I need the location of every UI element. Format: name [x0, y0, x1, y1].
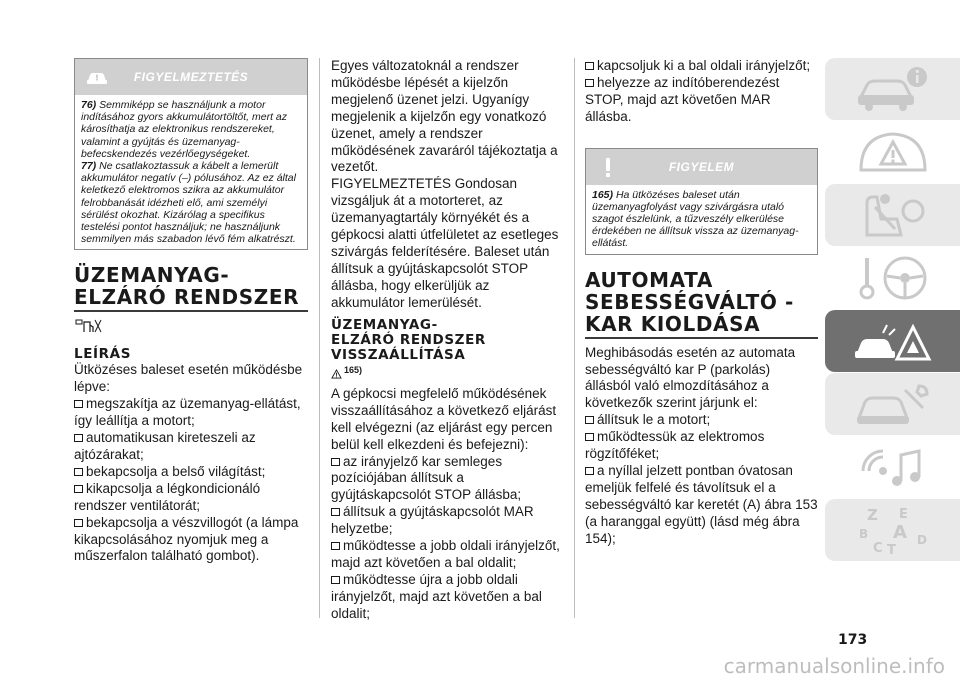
list-item-text: működtesse a jobb oldali irányjelzőt, majd azt követően a bal oldalit; [331, 538, 560, 570]
bullet-square-icon [331, 542, 340, 550]
list-item-text: megszakítja az üzemanyag-ellátást, így leállítja a motort; [74, 396, 301, 429]
section-heading [331, 318, 564, 363]
note-number: 77) [81, 160, 97, 173]
index-letters-icon [853, 504, 933, 556]
list-item-text: működtesse újra a jobb oldali irányjelzőt, majd azt követően a bal oldalit; [331, 571, 542, 621]
list-item [585, 429, 818, 463]
caution-title: FIGYELEM [668, 159, 735, 174]
index-letter: A [892, 522, 907, 543]
tab-dashboard[interactable] [825, 121, 960, 183]
bullet-square-icon [331, 508, 340, 516]
tab-maintenance[interactable] [825, 373, 960, 435]
list-item-text: működtessük az elektromos rögzítőféket; [585, 429, 765, 462]
list-item [331, 538, 564, 572]
heading-line: VISSZAÁLLÍTÁSA [331, 346, 466, 363]
list-item [74, 515, 308, 566]
bullet-square-icon [585, 79, 594, 87]
index-letter: T [886, 543, 896, 556]
bullet-square-icon [585, 62, 594, 70]
paragraph: FIGYELMEZTETÉS Gondosan vizsgáljuk át a motorteret, az üzemanyagtartály környékét és a gépkocsi alatti útfelületet az esetleges szivárgás felderítésére. Baleset után állítsuk a gyújtáskapcsolót STOP állásba, hogy elkerüljük az akkumulátor lemerülését. [331, 176, 559, 310]
caution-header [586, 149, 817, 185]
tab-index[interactable] [825, 499, 960, 561]
key-steering-icon [853, 252, 933, 304]
heading-line: AUTOMATA [585, 267, 713, 292]
tab-safety[interactable] [825, 184, 960, 246]
heading-line: SEBESSÉGVÁLTÓ - [585, 289, 794, 314]
list-item-text: kapcsoljuk ki a bal oldali irányjelzőt; [597, 58, 811, 73]
bullet-square-icon [74, 400, 83, 408]
index-letter: E [898, 507, 908, 522]
service-wrench-icon [853, 378, 933, 430]
paragraph: Meghibásodás esetén az automata sebességváltó kar P (parkolás) állásból való elmozdításához a következők szerint járjunk el: [585, 344, 796, 411]
list-item-text: automatikusan kireteszeli az ajtózárakat; [74, 430, 256, 462]
warning-box [74, 58, 308, 250]
column-2 [331, 58, 564, 623]
paragraph: Egyes változatoknál a rendszer működésbe lépését a kijelzőn megjelenő üzenet jelzi. Ugyanígy megjelenik a kijelzőn egy vonatkozó üzenet, amely a rendszer működésének zavaráról tájékoztatja a vezetőt. [331, 58, 558, 175]
list-item [74, 430, 308, 464]
tab-starting-driving[interactable] [825, 247, 960, 309]
warning-title: FIGYELMEZTETÉS [133, 70, 249, 84]
tab-multimedia[interactable] [825, 436, 960, 498]
bullet-square-icon [74, 468, 83, 476]
triangle-warning-icon [331, 369, 342, 379]
warning-reference [331, 365, 564, 384]
list-item [585, 463, 818, 548]
list-item-text: a nyíllal jelzett pontban óvatosan emeljük felfelé és távolítsuk el a sebességváltó kar keretét (A) ábra 153 (a haranggal együtt) (lásd még ábra 154); [585, 462, 818, 546]
watermark-footer: carmanualsonline.info [723, 654, 945, 678]
index-letter: Z [866, 506, 878, 524]
bullet-square-icon [331, 576, 340, 584]
note-text: Semmiképp se használjunk a motor indításához gyors akkumulátortöltőt, mert az károsíthatja az elektronikus rendszereket, valamint a gyújtás és üzemanyag-befecskendezés vezérlőegységeket. [81, 99, 288, 160]
bullet-square-icon [585, 433, 594, 441]
list-item-text: kikapcsolja a légkondicionáló rendszer ventilátorát; [74, 480, 261, 513]
heading-underline [74, 310, 308, 312]
bullet-square-icon [331, 458, 340, 466]
exclamation-warning-icon [596, 155, 620, 179]
index-letter: C [872, 541, 883, 556]
bullet-square-icon [74, 519, 83, 527]
bullet-list [585, 412, 818, 547]
bullet-square-icon [74, 434, 83, 442]
column-divider [319, 58, 320, 618]
section-heading [74, 264, 308, 312]
bullet-list [331, 454, 564, 623]
bullet-square-icon [585, 467, 594, 475]
heading-line: ÜZEMANYAG- [331, 316, 438, 333]
section-heading [585, 269, 818, 339]
list-item [331, 572, 564, 623]
column-3 [585, 58, 818, 548]
index-letter: D [916, 533, 927, 547]
list-item [585, 75, 818, 126]
tab-emergency[interactable] [825, 310, 960, 372]
caution-box [585, 148, 818, 255]
list-item-text: helyezze az indítóberendezést STOP, majd azt követően MAR állásba. [585, 74, 780, 124]
list-item [74, 481, 308, 515]
list-item-text: állítsuk a gyújtáskapcsolót MAR helyzetbe; [331, 504, 534, 537]
list-item-text: az irányjelző kar semleges pozíciójában állítsuk a gyújtáskapcsolót STOP állásba; [331, 453, 522, 503]
warning-header [75, 59, 307, 95]
tab-car-info[interactable] [825, 58, 960, 120]
dashboard-warning-icon [853, 126, 933, 178]
reference-number: 165) [344, 364, 363, 375]
note-number: 165) [592, 188, 614, 201]
list-item [331, 504, 564, 538]
note-number: 76) [81, 99, 97, 111]
bullet-list [74, 396, 308, 565]
car-warning-icon [85, 65, 109, 89]
list-item [585, 412, 818, 429]
heading-line: KAR KIOLDÁSA [585, 311, 761, 336]
bullet-square-icon [585, 416, 594, 424]
bullet-square-icon [74, 485, 83, 493]
multimedia-icon [853, 441, 933, 493]
warning-text [75, 95, 307, 249]
list-item-text: bekapcsolja a belső világítást; [86, 463, 266, 479]
list-item [74, 396, 308, 430]
heading-line: ELZÁRÓ RENDSZER [74, 285, 300, 310]
paragraph: A gépkocsi megfelelő működésének visszaállításához a következő eljárást kell elvégezni (az eljárást egy percen belül kell elkezdeni és befejezni): [331, 385, 557, 452]
car-info-icon [853, 63, 933, 115]
paragraph: Ütközéses baleset esetén működésbe lépve: [74, 362, 303, 395]
list-item-text: állítsuk le a motort; [597, 412, 711, 428]
heading-underline [585, 337, 818, 339]
page-number: 173 [838, 632, 868, 648]
list-item [585, 58, 818, 75]
bullet-list [585, 58, 818, 126]
column-divider [574, 58, 575, 618]
accident-warning-icon [853, 315, 933, 367]
column-1 [74, 58, 308, 565]
caution-text [586, 185, 817, 254]
subheading: LEÍRÁS [74, 346, 132, 363]
list-item [331, 454, 564, 505]
note-text: Ne csatlakoztassuk a kábelt a lemerült akkumulátor negatív (–) pólusához. Az ez által keletkező elektromos szikra az akkumulátor felrobbanását idézheti elő, ami személyi sérülést okozhat. Kizárólag a specifikus testelési pontot használjuk; ne használjunk semmilyen más szabadon lévő fém alkatrészt. [81, 160, 296, 246]
airbag-seat-icon [853, 189, 933, 241]
list-item [74, 464, 308, 481]
note-text: Ha ütközéses baleset után üzemanyagfolyást vagy szivárgásra utaló szagot észlelünk, a tűzveszély elkerülése érdekében ne állítsuk vissza az üzemanyag-ellátást. [592, 188, 799, 250]
heading-line: ELZÁRÓ RENDSZER [331, 331, 486, 348]
index-letter: B [858, 527, 868, 541]
fuel-cutoff-icon [74, 316, 104, 336]
list-item-text: bekapcsolja a vészvillogót (a lámpa kikapcsolásához nyomjuk meg a műszerfalon található gombot). [74, 514, 299, 564]
heading-line: ÜZEMANYAG- [74, 263, 230, 288]
chapter-tabs [825, 58, 960, 562]
